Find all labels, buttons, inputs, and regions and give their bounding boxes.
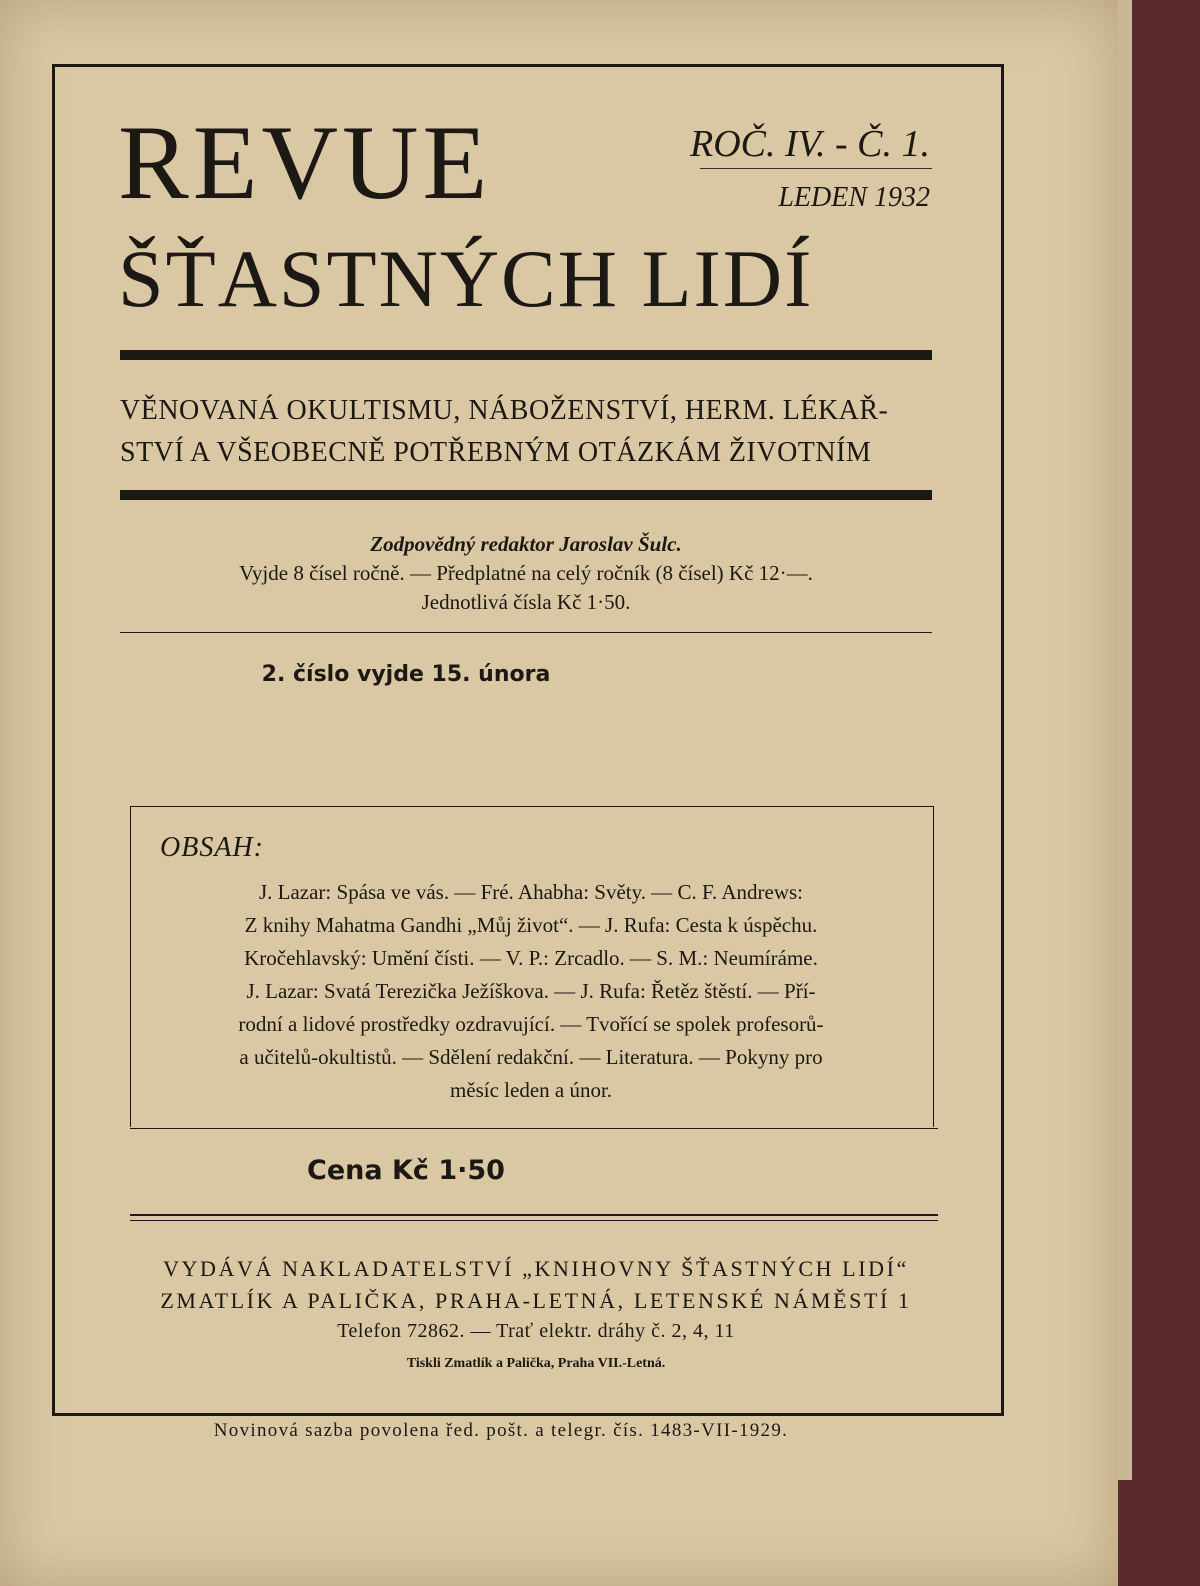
- paper-edge: [1118, 0, 1132, 1480]
- divider-top: [120, 350, 932, 360]
- subtitle-line-1: VĚNOVANÁ OKULTISMU, NÁBOŽENSTVÍ, HERM. LÉKAŘ-: [120, 395, 889, 426]
- editorial-info: [120, 530, 932, 617]
- next-issue-notice: [120, 662, 932, 687]
- contents-line: měsíc leden a únor.: [449, 1078, 613, 1102]
- publisher-phone: Telefon 72862. — Trať elektr. dráhy č. 2, 4, 11: [337, 1320, 735, 1342]
- issue-number: ROČ. IV. - Č. 1.: [690, 123, 930, 165]
- contents-line: rodní a lidové prostředky ozdravující. — Tvořící se spolek profesorů-: [238, 1012, 824, 1036]
- publisher-line-2: ZMATLÍK A PALIČKA, PRAHA-LETNÁ, LETENSKÉ NÁMĚSTÍ 1: [160, 1288, 912, 1313]
- price: [120, 1155, 932, 1186]
- divider-contents-bottom: [130, 1128, 938, 1129]
- price-text: Cena Kč 1·50: [307, 1155, 505, 1186]
- divider-middle: [120, 490, 932, 500]
- contents-line: a učitelů-okultistů. — Sdělení redakční. — Literatura. — Pokyny pro: [239, 1045, 823, 1069]
- divider-double: [130, 1214, 938, 1221]
- subtitle-line-2: STVÍ A VŠEOBECNĚ POTŘEBNÝM OTÁZKÁM ŽIVOTNÍM: [120, 437, 872, 468]
- contents-line: J. Lazar: Svatá Terezička Ježíškova. — J. Rufa: Řetěz štěstí. — Pří-: [246, 979, 816, 1003]
- publisher-line-1: VYDÁVÁ NAKLADATELSTVÍ „KNIHOVNY ŠŤASTNÝCH LIDÍ“: [163, 1256, 909, 1281]
- contents-line: Z knihy Mahatma Gandhi „Můj život“. — J. Rufa: Cesta k úspěchu.: [244, 913, 818, 937]
- contents-heading: OBSAH:: [160, 832, 264, 863]
- subscription-line: Vyjde 8 čísel ročně. — Předplatné na celý ročník (8 čísel) Kč 12·—.: [239, 561, 813, 585]
- printer-credit: Tiskli Zmatlík a Palička, Praha VII.-Letná.: [406, 1356, 666, 1371]
- title-line-2: ŠŤASTNÝCH LIDÍ: [118, 233, 814, 324]
- divider-thin: [120, 632, 932, 633]
- contents-list: [160, 876, 902, 1107]
- editor-line: Zodpovědný redaktor Jaroslav Šulc.: [370, 532, 682, 556]
- divider-bottom: [64, 1414, 938, 1416]
- postal-note: Novinová sazba povolena řed. pošt. a telegr. čís. 1483-VII-1929.: [213, 1420, 789, 1441]
- title-line-1: REVUE: [118, 104, 492, 221]
- next-issue-text: 2. číslo vyjde 15. února: [261, 662, 551, 687]
- issue-rule: [700, 168, 932, 169]
- subtitle: [120, 390, 932, 474]
- contents-line: J. Lazar: Spása ve vás. — Fré. Ahabha: Světy. — C. F. Andrews:: [258, 880, 804, 904]
- single-issue-line: Jednotlivá čísla Kč 1·50.: [421, 590, 631, 614]
- contents-line: Kročehlavský: Umění čísti. — V. P.: Zrcadlo. — S. M.: Neumíráme.: [244, 946, 818, 970]
- issue-date: LEDEN 1932: [778, 182, 930, 213]
